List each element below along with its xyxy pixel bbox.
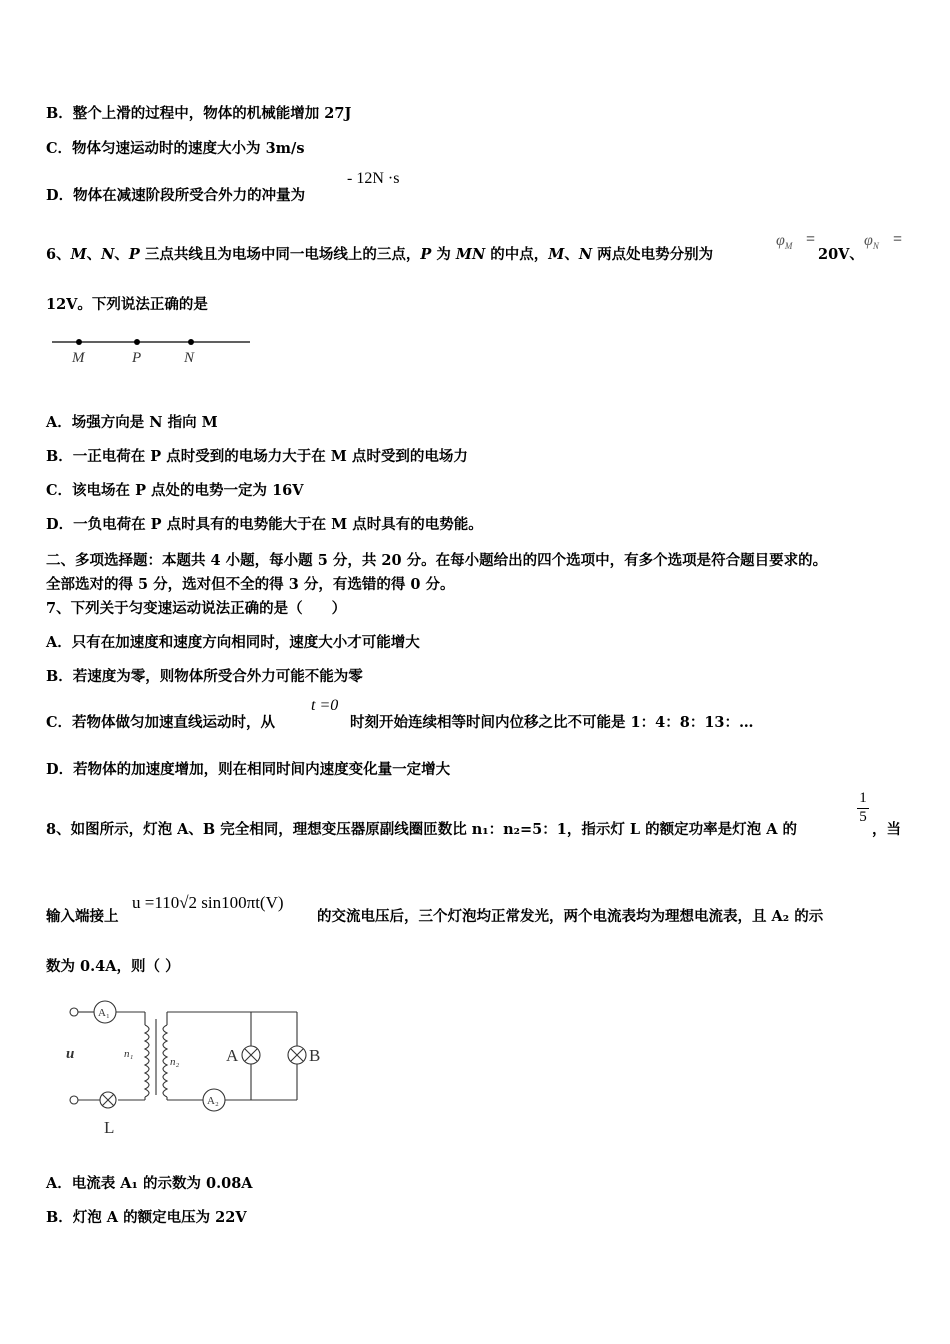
label-n: N [184,350,195,366]
label-n2: n₂ [170,1056,180,1068]
q6-option-c: C．该电场在 P 点处的电势一定为 16V [46,482,304,499]
q5-option-b: B．整个上滑的过程中，物体的机械能增加 27J [46,105,352,122]
equals-sign-1: = [806,231,816,248]
q7-stem: 7、下列关于匀变速运动说法正确的是（ ） [46,600,347,617]
input-terminal-bottom [70,1096,78,1104]
field-line-figure [50,334,255,368]
q8-stem-line1-end: ，当 [872,821,901,838]
point-p-dot [134,339,140,345]
q7-option-c-part1: C．若物体做匀加速直线运动时，从 [46,714,276,731]
label-lamp-l: L [104,1118,115,1137]
q8-voltage-formula: u =110√2 sin100πt(V) [132,893,284,912]
secondary-coil [163,1025,167,1097]
q7-option-d: D．若物体的加速度增加，则在相同时间内速度变化量一定增大 [46,761,451,778]
q5-option-c: C．物体匀速运动时的速度大小为 3m/s [46,140,305,157]
input-terminal-top [70,1008,78,1016]
q8-stem-line1: 8、如图所示，灯泡 A、B 完全相同，理想变压器原副线圈匝数比 n₁：n₂=5：1，指示灯 L 的额定功率是灯泡 A 的 [46,821,797,838]
q7-option-a: A．只有在加速度和速度方向相同时，速度大小才可能增大 [46,634,420,651]
label-p: P [132,350,142,366]
primary-coil [145,1025,149,1097]
point-n-dot [188,339,194,345]
q6-option-d: D．一负电荷在 P 点时具有的电势能大于在 M 点时具有的电势能。 [46,516,483,533]
q8-stem-line2-part2: 的交流电压后，三个灯泡均正常发光，两个电流表均为理想电流表，且 A₂ 的示 [317,908,824,925]
label-n1: n₁ [124,1048,134,1060]
q6-stem-line2: 12V。下列说法正确的是 [46,296,208,313]
q6-option-a: A．场强方向是 N 指向 M [46,414,218,431]
q8-option-b: B．灯泡 A 的额定电压为 22V [46,1209,247,1226]
phi-m-value: 20V、 [818,246,864,263]
q8-stem-line3: 数为 0.4A，则（ ） [46,958,180,975]
label-u: u [66,1046,75,1062]
phi-m-symbol: $\varphi_M$ [776,232,793,252]
section2-line1: 二、多项选择题：本题共 4 小题，每小题 5 分，共 20 分。在每小题给出的四个选项中，有多个选项是符合题目要求的。 [46,552,828,569]
label-a1: A₁ [98,1007,110,1019]
q7-option-b: B．若速度为零，则物体所受合外力可能不能为零 [46,668,363,685]
label-lamp-a: A [226,1046,239,1065]
q8-option-a: A．电流表 A₁ 的示数为 0.08A [46,1175,253,1192]
section2-line2: 全部选对的得 5 分，选对但不全的得 3 分，有选错的得 0 分。 [46,576,455,593]
q5-impulse-formula: - 12N ·s [347,170,400,187]
label-m: M [72,350,85,366]
point-m-dot [76,339,82,345]
label-a2: A₂ [207,1095,219,1107]
label-lamp-b: B [309,1046,321,1065]
q8-stem-line2-part1: 输入端接上 [46,908,119,925]
phi-n-symbol: $\varphi_N$ [864,232,879,252]
q6-stem: 6、M、N、P 三点共线且为电场中同一电场线上的三点，P 为 MN 的中点，M、N 两点处电势分别为 [46,246,714,263]
circuit-diagram [60,995,340,1140]
q5-option-d: D．物体在减速阶段所受合外力的冲量为 [46,187,306,204]
q6-option-b: B．一正电荷在 P 点时受到的电场力大于在 M 点时受到的电场力 [46,448,468,465]
q7-t-zero: t =0 [311,697,339,714]
fraction-one-fifth: 1 5 [857,790,869,826]
equals-sign-2: = [893,231,903,248]
q7-option-c-part2: 时刻开始连续相等时间内位移之比不可能是 1：4：8：13：… [350,714,754,731]
